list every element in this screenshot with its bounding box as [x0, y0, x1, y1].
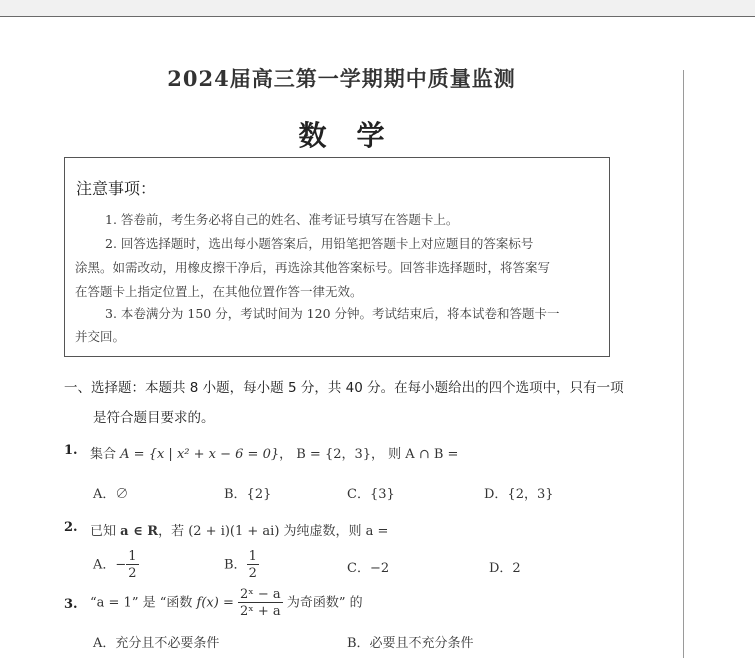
notice-heading: 注意事项：	[76, 179, 157, 198]
question-2-text: 已知 a ∈ R，若 (2 + i)(1 + ai) 为纯虚数，则 a =	[90, 524, 389, 539]
notice-item-2-line-1: 2. 回答选择题时，选出每小题答案后，用铅笔把答题卡上对应题目的答案标号	[105, 236, 534, 251]
page-right-edge-line	[683, 70, 684, 658]
question-1-option-c: C．{3}	[347, 487, 395, 502]
question-2-option-a: A．− $\frac{1}{2}$	[93, 549, 137, 581]
function-fraction: $\frac{\text{2ˣ − a}}{\text{2ˣ + a}}$	[239, 587, 281, 619]
question-3-option-b: B．必要且不充分条件	[347, 636, 474, 651]
question-3-number: 3.	[64, 597, 78, 612]
a-in-real-expression: a ∈ R	[120, 524, 159, 539]
notice-item-2-line-2: 涂黑。如需改动，用橡皮擦干净后，再选涂其他答案标号。回答非选择题时，将答案写	[75, 260, 551, 275]
section-1-heading-line-2: 是符合题目要求的。	[93, 410, 215, 426]
notice-box	[64, 157, 610, 357]
set-a-expression: A = {x | x² + x − 6 = 0}	[120, 447, 280, 462]
question-1-text: 集合 A = {x | x² + x − 6 = 0}， B = {2，3}， 则 A ∩ B =	[90, 447, 459, 462]
question-1-option-d: D．{2，3}	[484, 487, 554, 502]
notice-item-1: 1. 答卷前，考生务必将自己的姓名、准考证号填写在答题卡上。	[105, 212, 459, 227]
question-2-option-d: D．2	[489, 561, 521, 576]
notice-item-3-line-2: 并交回。	[75, 329, 126, 344]
question-3-option-a: A．充分且不必要条件	[93, 636, 220, 651]
notice-item-2-line-3: 在答题卡上指定位置上，在其他位置作答一律无效。	[75, 284, 363, 299]
notice-item-3-line-1: 3. 本卷满分为 150 分，考试时间为 120 分钟。考试结束后，将本试卷和答题卡一	[105, 306, 560, 321]
subject-title: 数学	[298, 119, 415, 152]
function-f-of-x: f(x) =	[196, 595, 234, 611]
question-2-number: 2.	[64, 520, 78, 535]
question-2-option-c: C．−2	[347, 561, 390, 576]
question-1-number: 1.	[64, 443, 78, 458]
question-1-option-a: A．∅	[93, 487, 129, 502]
section-1-heading-line-1: 一、选择题：本题共 8 小题，每小题 5 分，共 40 分。在每小题给出的四个选项中，只有一项	[64, 380, 624, 396]
question-3-text: “a = 1” 是 “函数 f(x) = $\frac{\text{2ˣ − a}}{\text{2ˣ + a}}$ 为奇函数” 的	[90, 587, 363, 619]
exam-title: 2024届高三第一学期期中质量监测	[167, 66, 516, 91]
window-top-bar	[0, 0, 755, 17]
question-1-option-b: B．{2}	[224, 487, 272, 502]
question-2-option-b: B． $\frac{1}{2}$	[224, 549, 257, 581]
